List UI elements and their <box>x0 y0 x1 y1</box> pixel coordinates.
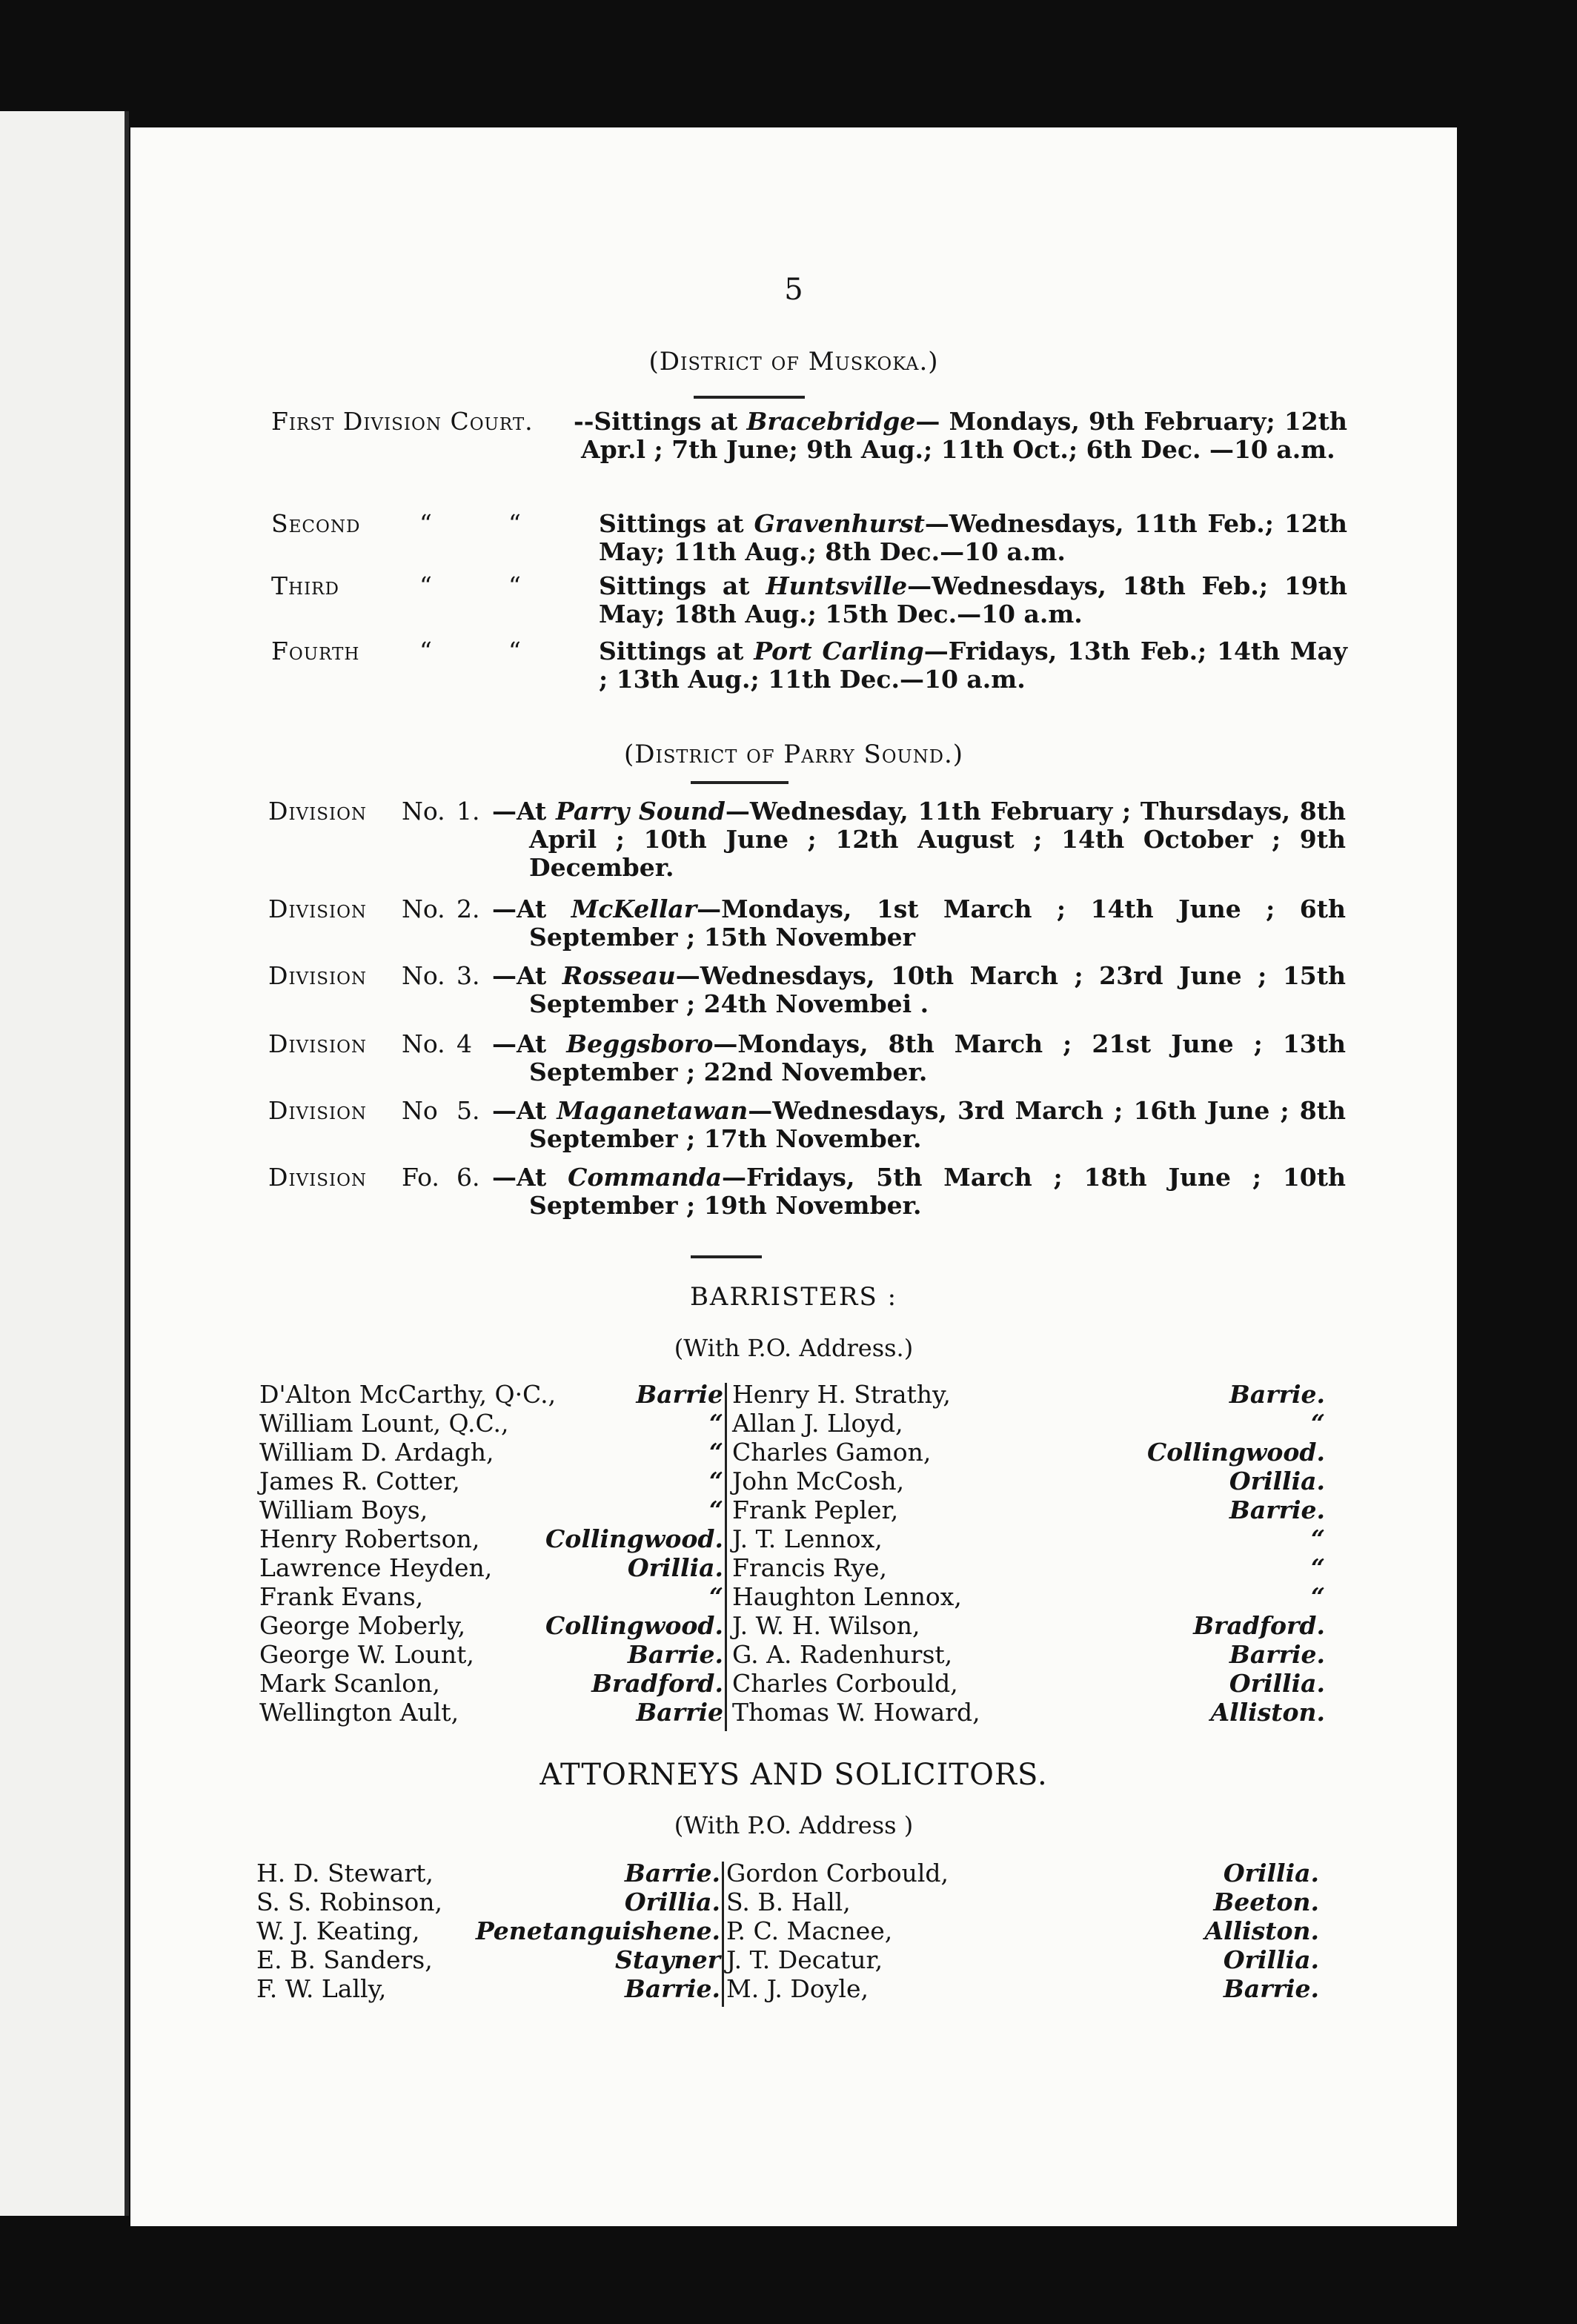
list-item <box>732 1438 1325 1467</box>
division-label: Division <box>268 961 368 990</box>
court-text-pre: Sitting​s at <box>599 637 754 665</box>
division-entry <box>268 1097 1353 1156</box>
person-name: Henry Robertson, <box>259 1524 480 1553</box>
list-item <box>732 1524 1325 1553</box>
ditto-mark: “ <box>508 571 521 600</box>
person-name: Gordon Corbould, <box>726 1859 949 1888</box>
division-number: 6. <box>456 1163 480 1192</box>
post-office-place: “ <box>709 1438 723 1467</box>
post-office-place: Barrie. <box>1229 1495 1325 1524</box>
barristers-subheading: (With P.O. Address.) <box>674 1334 914 1362</box>
post-office-place: “ <box>709 1495 723 1524</box>
division-no: No. <box>402 894 445 923</box>
person-name: Haughton Lennox, <box>732 1582 962 1611</box>
section-rule <box>691 1255 762 1258</box>
division-no: No. <box>402 961 445 990</box>
division-entry <box>268 962 1353 1021</box>
division-place: Maganetawan <box>557 1096 748 1125</box>
list-item <box>726 1859 1319 1888</box>
person-name: J. T. Lennox, <box>732 1524 883 1553</box>
post-office-place: Orillia. <box>1223 1859 1319 1888</box>
division-text-pre: —At <box>492 1029 567 1058</box>
division-label: Division <box>268 894 368 923</box>
division-number: 3. <box>456 961 480 990</box>
attorneys-right-column <box>726 1859 1319 2003</box>
post-office-place: Alliston. <box>1210 1698 1325 1727</box>
post-office-place: Barrie. <box>627 1640 723 1669</box>
barristers-heading: BARRISTERS : <box>689 1282 898 1312</box>
post-office-place: Orillia. <box>1223 1945 1319 1974</box>
parry-sound-rule <box>691 781 788 784</box>
facing-page-edge <box>0 111 129 2216</box>
post-office-place: Collingwood. <box>545 1524 723 1553</box>
attorneys-column-divider <box>722 1862 724 2007</box>
division-sittings <box>492 961 1347 1018</box>
division-number: 1. <box>456 797 480 826</box>
division-sittings <box>492 1029 1346 1086</box>
post-office-place: Collingwood. <box>545 1611 723 1640</box>
person-name: M. J. Doyle, <box>726 1974 869 2003</box>
person-name: P. C. Macnee, <box>726 1916 893 1945</box>
post-office-place: Barrie. <box>1229 1640 1325 1669</box>
court-label: First Division Court. <box>271 407 534 436</box>
person-name: William D. Ardagh, <box>259 1438 494 1467</box>
post-office-place: Beeton. <box>1213 1888 1319 1916</box>
person-name: George W. Lount, <box>259 1640 474 1669</box>
person-name: Frank Evans, <box>259 1582 424 1611</box>
division-no: Fo. <box>402 1163 439 1192</box>
list-item <box>732 1611 1325 1640</box>
person-name: Charles Gamon, <box>732 1438 932 1467</box>
division-sittings <box>492 797 1347 882</box>
division-text-pre: —At <box>492 797 556 826</box>
court-text-post: —Wednesdays, 18th Feb.; 19th May; 18th Aug.; 15th Dec.—10 a.m. <box>599 571 1348 628</box>
list-item <box>732 1582 1325 1611</box>
barristers-right-column <box>732 1380 1325 1727</box>
list-item <box>732 1495 1325 1524</box>
division-text-post: —Fridays, 5th March ; 18th June ; 10th September ; 19th November. <box>529 1163 1346 1220</box>
division-text-post: —Mondays, 1st March ; 14th June ; 6th September ; 15th November <box>529 894 1346 952</box>
person-name: G. A. Radenhurst, <box>732 1640 953 1669</box>
court-text-post: —Fridays, 13th Feb.; 14th May ; 13th Aug.; 11th Dec.—10 a.m. <box>599 637 1348 694</box>
court-text-pre: Sittings at <box>599 571 766 600</box>
post-office-place: Barrie. <box>1229 1380 1325 1409</box>
post-office-place: Stayner <box>614 1945 720 1974</box>
post-office-place: Bradford. <box>1193 1611 1325 1640</box>
person-name: James R. Cotter, <box>259 1467 460 1495</box>
division-sittings <box>492 1163 1346 1220</box>
list-item <box>732 1640 1325 1669</box>
post-office-place: “ <box>1311 1582 1325 1611</box>
document-page <box>130 127 1457 2226</box>
ditto-mark: “ <box>508 509 521 538</box>
list-item <box>726 1916 1319 1945</box>
barristers-column-divider <box>725 1383 727 1731</box>
person-name: H. D. Stewart, <box>256 1859 434 1888</box>
division-place: Beggsboro <box>566 1029 714 1058</box>
person-name: J. W. H. Wilson, <box>732 1611 920 1640</box>
division-text-post: —Wednesdays, 3rd March ; 16th June ; 8th September ; 17th November. <box>529 1096 1346 1153</box>
court-text-pre: --Sittings at <box>574 407 747 436</box>
division-label: Division <box>268 1029 368 1058</box>
division-label: Division <box>268 1163 368 1192</box>
post-office-place: “ <box>1311 1409 1325 1438</box>
post-office-place: Bradford. <box>591 1669 723 1698</box>
division-entry <box>268 797 1353 886</box>
person-name: William Lount, Q.C., <box>259 1409 509 1438</box>
division-sittings <box>492 894 1346 952</box>
court-sittings <box>599 572 1347 628</box>
court-place: Port Carling <box>754 637 924 665</box>
division-text-post: —Wednesdays, 10th March ; 23rd June ; 15th September ; 24th Novembei . <box>529 961 1347 1018</box>
division-number: 5. <box>456 1096 480 1125</box>
person-name: John McCosh, <box>732 1467 905 1495</box>
division-number: 2. <box>456 894 480 923</box>
division-place: Rosseau <box>562 961 676 990</box>
ditto-mark: “ <box>508 637 521 665</box>
person-name: Allan J. Lloyd, <box>732 1409 903 1438</box>
division-text-post: —Wednesday, 11th February ; Thursdays, 8th April ; 10th June ; 12th August ; 14th October ; 9th December. <box>529 797 1347 882</box>
court-text-post: — Mondays, 9th February; 12th Apr.l ; 7th June; 9th Aug.; 11th Oct.; 6th Dec. —10 a.m. <box>581 407 1348 464</box>
post-office-place: Orillia. <box>1229 1669 1325 1698</box>
post-office-place: Orillia. <box>627 1553 723 1582</box>
court-label: Second <box>271 509 361 538</box>
division-label: Division <box>268 797 368 826</box>
court-text-pre: Sittings at <box>599 509 754 538</box>
court-place: Bracebridge <box>746 407 916 436</box>
ditto-mark: “ <box>419 571 432 600</box>
court-sittings <box>574 407 1348 464</box>
ditto-mark: “ <box>419 509 432 538</box>
post-office-place: Collingwood. <box>1147 1438 1325 1467</box>
post-office-place: “ <box>709 1409 723 1438</box>
person-name: Thomas W. Howard, <box>732 1698 980 1727</box>
attorneys-heading: ATTORNEYS AND SOLICITORS. <box>540 1758 1048 1792</box>
person-name: Lawrence Heyden, <box>259 1553 493 1582</box>
post-office-place: Alliston. <box>1204 1916 1319 1945</box>
person-name: F. W. Lally, <box>256 1974 387 2003</box>
post-office-place: Barrie. <box>1223 1974 1319 2003</box>
post-office-place: Penetanguishene. <box>475 1916 720 1945</box>
post-office-place: Barrie <box>636 1380 723 1409</box>
list-item <box>732 1698 1325 1727</box>
post-office-place: “ <box>1311 1524 1325 1553</box>
list-item <box>732 1467 1325 1495</box>
person-name: D'Alton McCarthy, Q·C., <box>259 1380 557 1409</box>
court-entry <box>271 637 1353 726</box>
list-item <box>726 1888 1319 1916</box>
person-name: S. B. Hall, <box>726 1888 851 1916</box>
court-place: Huntsville <box>766 571 908 600</box>
post-office-place: Barrie <box>636 1698 723 1727</box>
division-text-pre: —At <box>492 1163 568 1192</box>
court-text-post: —Wednesdays, 11th Feb.; 12th May; 11th Aug.; 8th Dec.—10 a.m. <box>599 509 1347 566</box>
list-item <box>732 1553 1325 1582</box>
post-office-place: Barrie. <box>624 1974 720 2003</box>
post-office-place: “ <box>709 1467 723 1495</box>
list-item <box>732 1380 1325 1409</box>
division-place: Commanda <box>568 1163 723 1192</box>
division-label: Division <box>268 1096 368 1125</box>
division-text-pre: —At <box>492 1096 557 1125</box>
division-entry <box>268 1030 1353 1089</box>
list-item <box>732 1669 1325 1698</box>
parry-sound-heading: (District of Parry Sound.) <box>623 740 964 769</box>
ditto-mark: “ <box>419 637 432 665</box>
muskoka-heading: (District of Muskoka.) <box>648 347 939 376</box>
person-name: Francis Rye, <box>732 1553 887 1582</box>
attorneys-subheading: (With P.O. Address ) <box>674 1811 914 1839</box>
division-place: McKellar <box>571 894 697 923</box>
list-item <box>726 1974 1319 2003</box>
muskoka-rule <box>694 396 805 399</box>
person-name: J. T. Decatur, <box>726 1945 883 1974</box>
division-no: No. <box>402 797 445 826</box>
page-number: 5 <box>784 273 803 307</box>
division-text-pre: —At <box>492 961 562 990</box>
person-name: E. B. Sanders, <box>256 1945 433 1974</box>
post-office-place: Orillia. <box>624 1888 720 1916</box>
person-name: George Moberly, <box>259 1611 466 1640</box>
person-name: Charles Corbould, <box>732 1669 958 1698</box>
person-name: S. S. Robinson, <box>256 1888 443 1916</box>
post-office-place: “ <box>1311 1553 1325 1582</box>
division-text-pre: —At <box>492 894 571 923</box>
division-no: No <box>402 1096 438 1125</box>
post-office-place: Barrie. <box>624 1859 720 1888</box>
court-sittings <box>599 637 1347 694</box>
list-item <box>732 1409 1325 1438</box>
post-office-place: Orillia. <box>1229 1467 1325 1495</box>
person-name: W. J. Keating, <box>256 1916 420 1945</box>
person-name: William Boys, <box>259 1495 428 1524</box>
court-place: Gravenhurst <box>754 509 925 538</box>
court-label: Third <box>271 571 339 600</box>
person-name: Wellington Ault, <box>259 1698 459 1727</box>
court-entry <box>271 408 1353 497</box>
person-name: Henry H. Strathy, <box>732 1380 951 1409</box>
division-entry <box>268 1163 1353 1223</box>
division-no: No. <box>402 1029 445 1058</box>
division-number: 4 <box>456 1029 472 1058</box>
person-name: Frank Pepler, <box>732 1495 899 1524</box>
post-office-place: “ <box>709 1582 723 1611</box>
list-item <box>726 1945 1319 1974</box>
division-entry <box>268 895 1353 954</box>
division-place: Parry Sound <box>555 797 726 826</box>
person-name: Mark Scanlon, <box>259 1669 440 1698</box>
division-sittings <box>492 1096 1346 1153</box>
division-text-post: —Mondays, 8th March ; 21st June ; 13th September ; 22nd November. <box>529 1029 1346 1086</box>
court-label: Fourth <box>271 637 360 665</box>
court-sittings <box>599 510 1347 566</box>
